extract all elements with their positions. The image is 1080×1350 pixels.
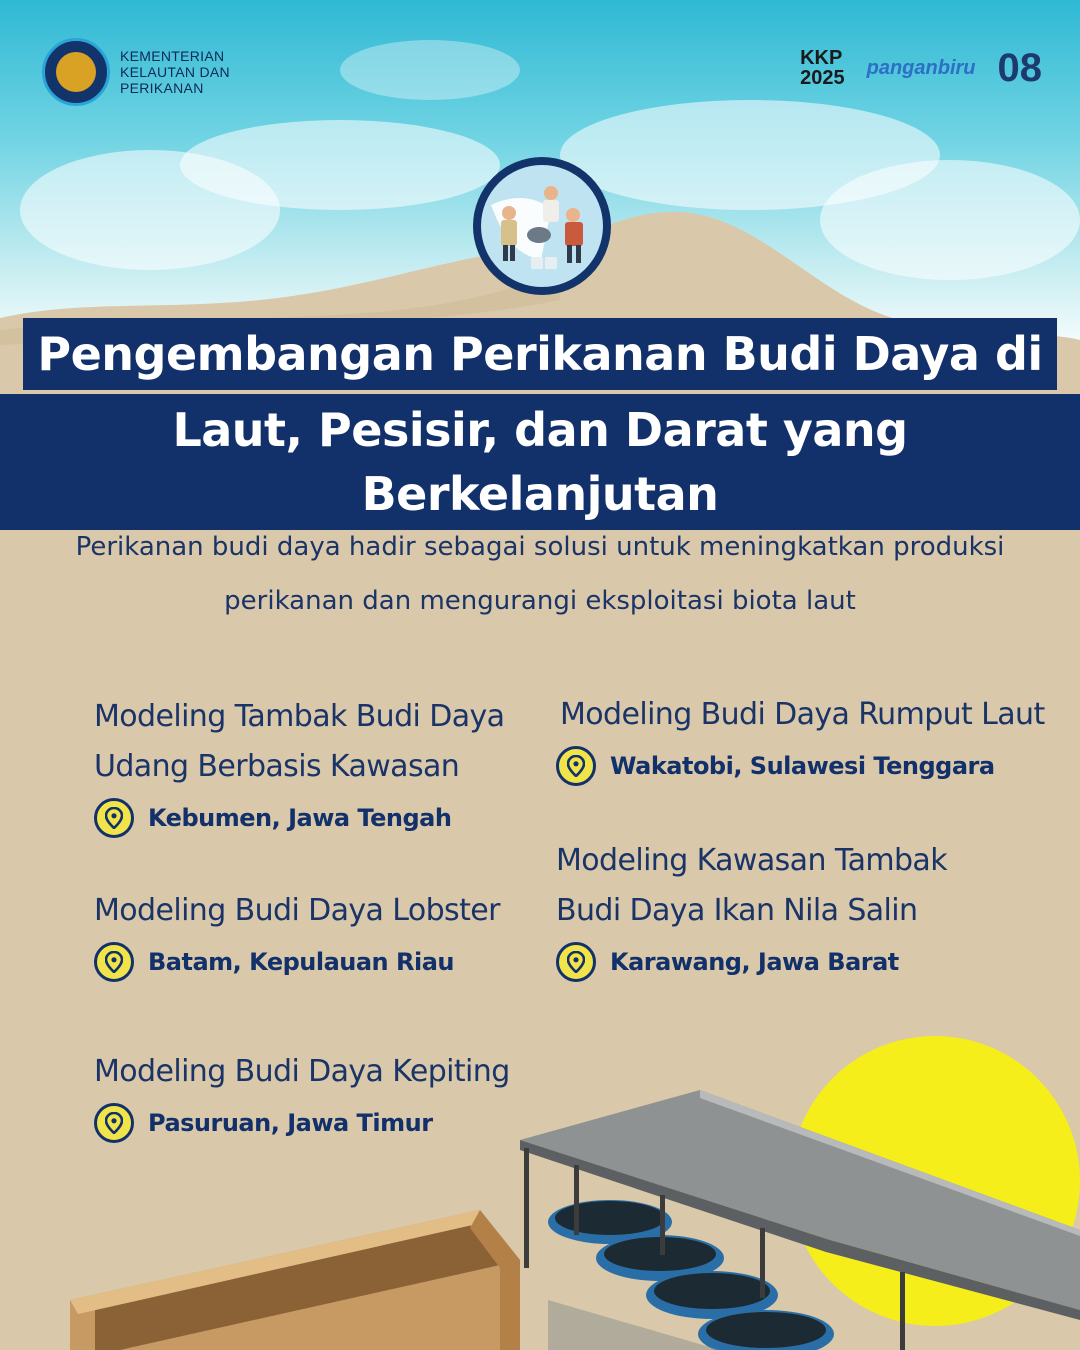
program-title-line: Modeling Budi Daya Kepiting: [94, 1054, 510, 1089]
location-text: Batam, Kepulauan Riau: [148, 948, 454, 976]
program-title-line: Modeling Kawasan Tambak: [556, 843, 947, 878]
location-text: Pasuruan, Jawa Timur: [148, 1109, 433, 1137]
wooden-crate-icon: [70, 1210, 520, 1350]
program-title-line: Modeling Budi Daya Lobster: [94, 893, 500, 928]
location-text: Karawang, Jawa Barat: [610, 948, 899, 976]
subtitle-line: Perikanan budi daya hadir sebagai solusi untuk meningkatkan produksi: [75, 532, 1005, 562]
location-text: Wakatobi, Sulawesi Tenggara: [610, 752, 995, 780]
panganbiru-logo: panganbiru: [866, 56, 976, 79]
title-line: Pengembangan Perikanan Budi Daya di: [23, 318, 1056, 390]
ministry-line: KEMENTERIAN: [120, 48, 225, 64]
location-text: Kebumen, Jawa Tengah: [148, 804, 452, 832]
kkp-label: KKP: [800, 47, 843, 69]
subtitle-line: perikanan dan mengurangi eksploitasi biota laut: [224, 586, 856, 616]
program-title-line: Budi Daya Ikan Nila Salin: [556, 893, 918, 928]
zero8-logo: 08: [997, 46, 1042, 90]
ministry-line: PERIKANAN: [120, 80, 204, 96]
program-title-line: Modeling Budi Daya Rumput Laut: [560, 697, 1045, 732]
kkp-year: 2025: [800, 67, 845, 89]
program-title-line: Modeling Tambak Budi Daya: [94, 699, 505, 734]
program-title-line: Udang Berbasis Kawasan: [94, 749, 460, 784]
ministry-line: KELAUTAN DAN: [120, 64, 230, 80]
title-line: Laut, Pesisir, dan Darat yang Berkelanjutan: [0, 394, 1080, 530]
